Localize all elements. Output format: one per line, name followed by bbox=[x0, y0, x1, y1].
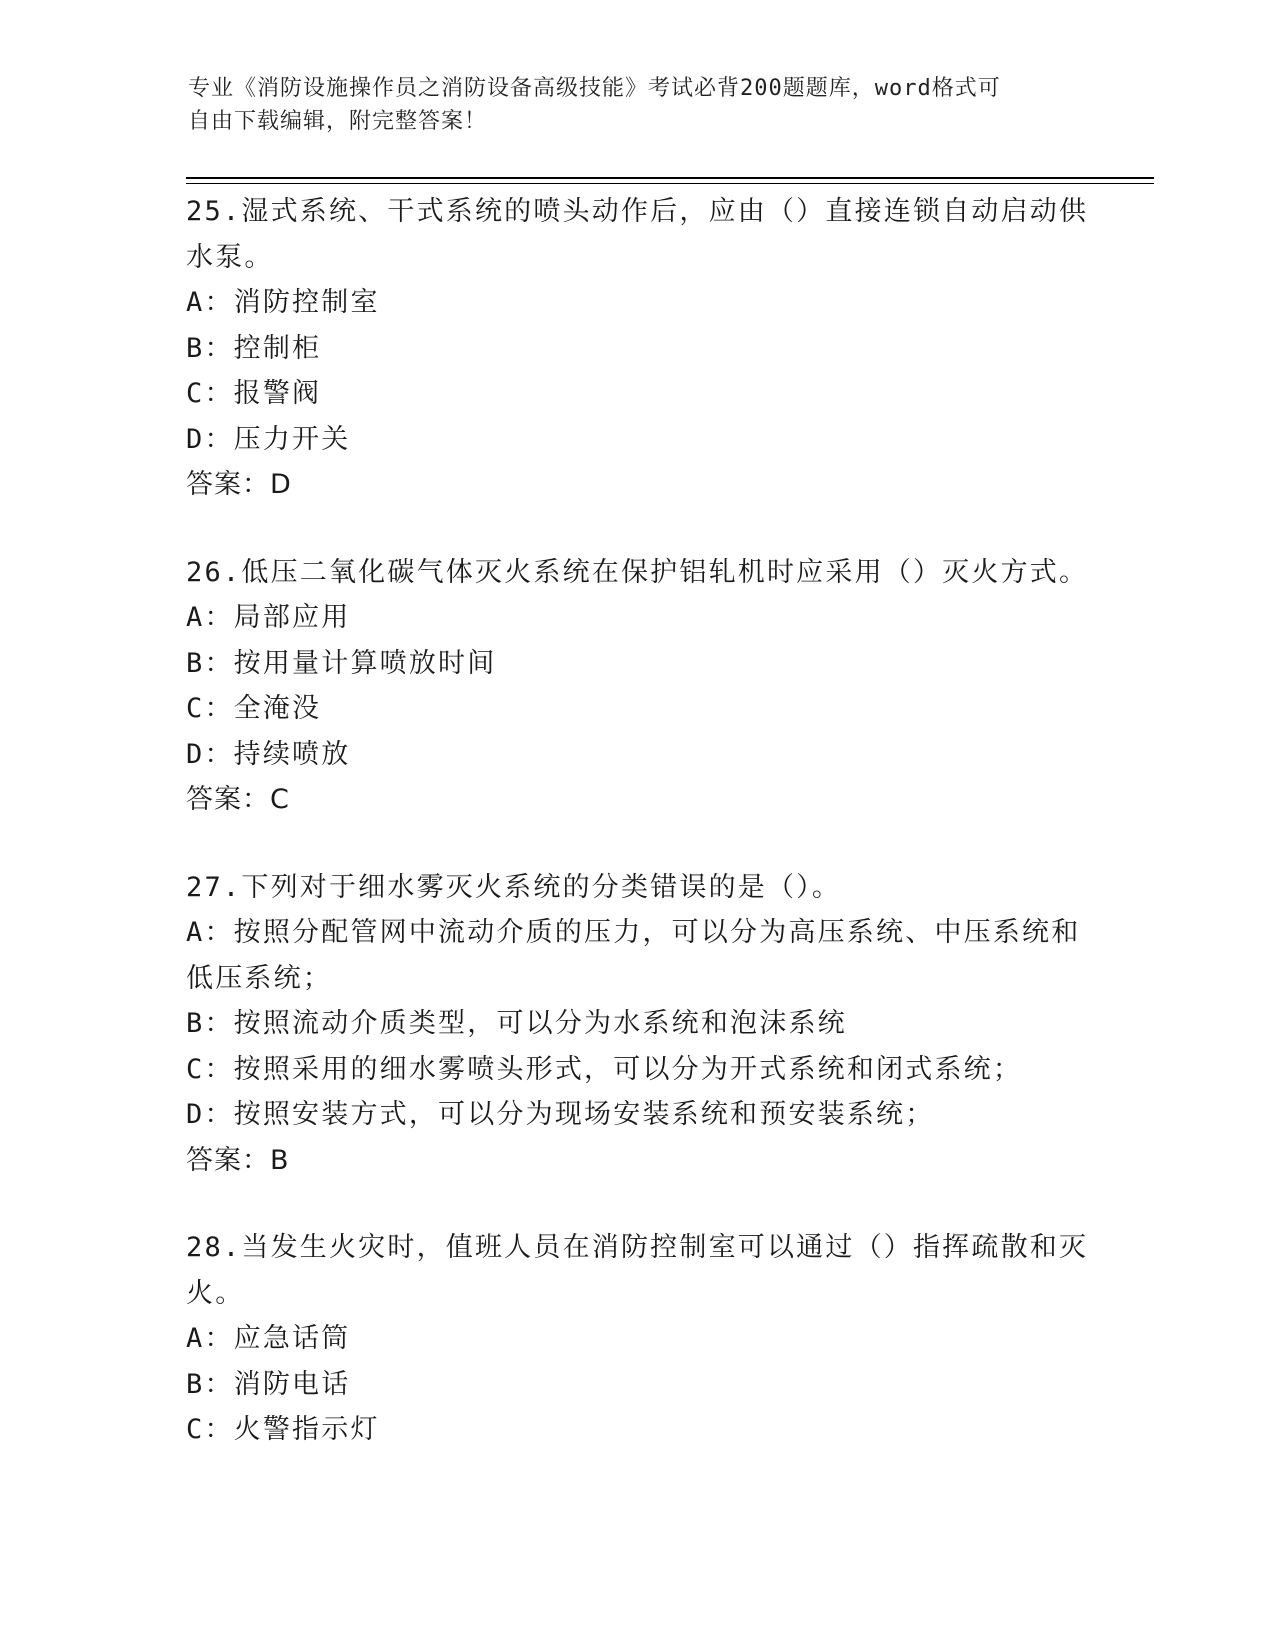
answer-option bbox=[186, 1092, 1086, 1138]
answer-option-line: D：压力开关 bbox=[186, 423, 351, 455]
header-line-1: 专业《消防设施操作员之消防设备高级技能》考试必背200题题库，word格式可 bbox=[188, 76, 1001, 101]
question-block bbox=[186, 1225, 1089, 1453]
answer-option-line: A：应急话筒 bbox=[186, 1323, 351, 1354]
answer-option-line: B：按照流动介质类型，可以分为水系统和泡沫系统 bbox=[186, 1008, 847, 1039]
answer-option-line: B：按用量计算喷放时间 bbox=[186, 647, 497, 679]
answer-key: 答案：C bbox=[186, 784, 290, 815]
answer-option-line: A：消防控制室 bbox=[186, 287, 380, 318]
answer-option-line: A：按照分配管网中流动介质的压力，可以分为高压系统、中压系统和 bbox=[186, 917, 1081, 948]
answer-option bbox=[186, 1001, 1086, 1047]
document-header bbox=[188, 72, 1068, 138]
answer-option-line: C：火警指示灯 bbox=[186, 1414, 380, 1445]
question-stem-line: 27.下列对于细水雾灭火系统的分类错误的是（）。 bbox=[186, 871, 842, 903]
answer-option bbox=[186, 1362, 1086, 1408]
question-stem-line: 26.低压二氧化碳气体灭火系统在保护铝轧机时应采用（）灭火方式。 bbox=[186, 556, 1089, 588]
question-stem-line: 火。 bbox=[186, 1277, 245, 1309]
question-stem bbox=[186, 865, 1086, 911]
answer-option bbox=[186, 732, 1086, 778]
answer-option bbox=[186, 371, 1086, 417]
header-divider-thin bbox=[186, 183, 1154, 184]
answer-option-line: D：持续喷放 bbox=[186, 738, 351, 770]
header-line-2: 自由下载编辑，附完整答案！ bbox=[188, 109, 488, 134]
answer-option bbox=[186, 686, 1086, 732]
answer-option bbox=[186, 280, 1086, 326]
question-stem bbox=[186, 1225, 1089, 1316]
answer-option-line: B：控制柜 bbox=[186, 332, 322, 364]
question-block bbox=[186, 550, 1089, 823]
answer-key: 答案：D bbox=[186, 469, 292, 500]
question-stem bbox=[186, 550, 1089, 596]
answer-option bbox=[186, 417, 1086, 463]
question-stem-line: 28.当发生火灾时，值班人员在消防控制室可以通过（）指挥疏散和灭 bbox=[186, 1232, 1089, 1263]
answer-option bbox=[186, 326, 1086, 372]
question-block bbox=[186, 189, 1089, 508]
answer-option bbox=[186, 641, 1086, 687]
question-stem-line: 25.湿式系统、干式系统的喷头动作后，应由（）直接连锁自动启动供 bbox=[186, 196, 1089, 227]
answer-option-line: C：按照采用的细水雾喷头形式，可以分为开式系统和闭式系统； bbox=[186, 1053, 1023, 1085]
answer-option bbox=[186, 1316, 1086, 1362]
answer-option-line: C：全淹没 bbox=[186, 693, 322, 724]
answer-option-line: B：消防电话 bbox=[186, 1368, 351, 1400]
question-block bbox=[186, 865, 1086, 1184]
question-list bbox=[186, 189, 1089, 1453]
answer-option-line: C：报警阀 bbox=[186, 378, 322, 409]
answer-option bbox=[186, 1047, 1086, 1093]
answer-key: 答案：B bbox=[186, 1144, 290, 1176]
answer-option bbox=[186, 1407, 1086, 1453]
answer-option-line: A：局部应用 bbox=[186, 602, 351, 633]
question-stem bbox=[186, 189, 1089, 280]
question-stem-line: 水泵。 bbox=[186, 241, 274, 273]
answer-option bbox=[186, 910, 1086, 1001]
header-divider-thick bbox=[186, 177, 1154, 179]
answer-option-line: 低压系统； bbox=[186, 962, 332, 994]
answer-option-line: D：按照安装方式，可以分为现场安装系统和预安装系统； bbox=[186, 1099, 935, 1130]
answer-option bbox=[186, 595, 1086, 641]
